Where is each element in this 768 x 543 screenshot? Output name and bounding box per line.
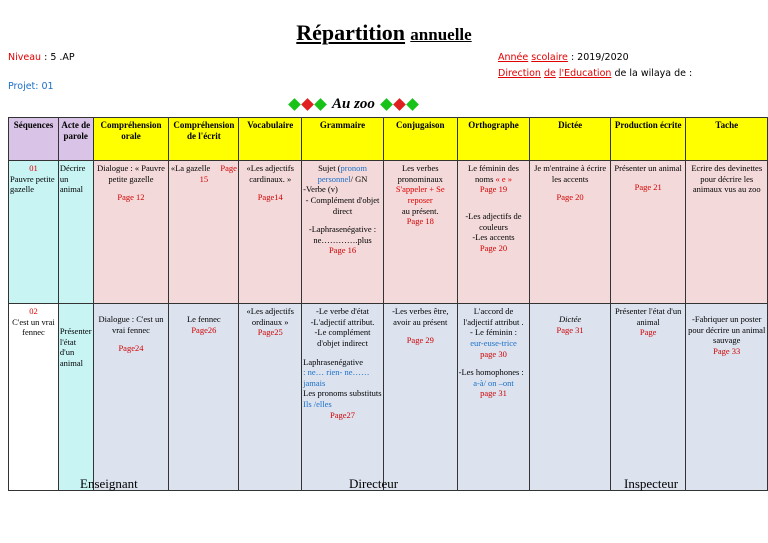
header-vocabulaire: Vocabulaire bbox=[239, 118, 302, 161]
gr-text: Laphrasenégative bbox=[303, 356, 364, 367]
production-cell bbox=[610, 304, 686, 491]
orth-cell bbox=[457, 161, 530, 304]
voc-cell bbox=[239, 304, 302, 491]
voc-text: «Les adjectifs cardinaux. » bbox=[246, 163, 294, 184]
diamond-icon bbox=[288, 98, 301, 111]
signature-inspecteur: Inspecteur bbox=[624, 476, 679, 491]
diamond-icon bbox=[380, 98, 393, 111]
annee-label: Année bbox=[498, 52, 529, 63]
tache-page: Page 33 bbox=[713, 345, 741, 356]
header-row bbox=[9, 118, 768, 161]
projet-label: Projet: 01 bbox=[8, 81, 54, 92]
co-page: Page24 bbox=[118, 343, 144, 354]
voc-cell bbox=[239, 161, 302, 304]
title-main: Répartition bbox=[296, 20, 406, 45]
gr-text: -Laphrasenégative : ne………….plus bbox=[308, 224, 377, 245]
header-conjugaison: Conjugaison bbox=[383, 118, 457, 161]
orth-text-red: « e » bbox=[495, 173, 513, 184]
gr-text: -L'adjectif attribut. bbox=[310, 316, 375, 327]
diamond-icon bbox=[301, 98, 314, 111]
voc-page: Page14 bbox=[257, 192, 283, 203]
conj-text: Les verbes pronominaux bbox=[397, 163, 443, 184]
tache-cell bbox=[686, 161, 768, 304]
production-page: Page bbox=[639, 327, 657, 338]
orth-cell bbox=[457, 304, 530, 491]
gr-text-blue: : ne… rien- ne…… jamais bbox=[303, 367, 370, 388]
co-text: Dialogue : C'est un vrai fennec bbox=[98, 314, 164, 335]
production-page: Page 21 bbox=[634, 181, 662, 192]
conj-text: -Les verbes être, avoir au présent bbox=[392, 306, 449, 327]
orth-text: -Les adjectifs de couleurs bbox=[465, 210, 522, 232]
gr-text: Sujet ( bbox=[318, 163, 341, 173]
gr-text: -Verbe (v) bbox=[303, 184, 338, 195]
orth-page: Page 20 bbox=[479, 242, 508, 253]
co-page: Page 12 bbox=[117, 192, 145, 203]
dictee-cell bbox=[530, 161, 610, 304]
diamond-icon bbox=[406, 98, 419, 111]
gr-text: / GN bbox=[350, 173, 368, 184]
header-comp-ecrit: Compréhension de l'écrit bbox=[169, 118, 239, 161]
sequence-title: C'est un vrai fennec bbox=[12, 316, 55, 338]
ce-page: Page 15 bbox=[199, 163, 237, 184]
niveau-line bbox=[8, 52, 75, 63]
gr-text: Les pronoms substituts bbox=[303, 388, 382, 399]
production-cell bbox=[610, 161, 686, 304]
dictee-page: Page 20 bbox=[556, 192, 584, 203]
orth-page: Page 19 bbox=[479, 184, 508, 195]
orth-text-blue: eur-euse-trice bbox=[470, 337, 517, 348]
voc-page: Page25 bbox=[257, 327, 283, 338]
production-text: Présenter un animal bbox=[614, 163, 682, 173]
header-comp-orale: Compréhension orale bbox=[93, 118, 169, 161]
banner-text: Au zoo bbox=[332, 95, 375, 112]
signature-enseignant: Enseignant bbox=[80, 476, 138, 491]
tache-cell bbox=[686, 304, 768, 491]
grammaire-cell bbox=[302, 161, 384, 304]
de-word: de bbox=[543, 68, 556, 79]
orth-text: - Le féminin : bbox=[470, 327, 517, 338]
ce-text: Le fennec bbox=[186, 314, 221, 324]
direction-line bbox=[498, 68, 692, 79]
orth-page: page 31 bbox=[480, 388, 507, 399]
dictee-page: Page 31 bbox=[556, 324, 584, 335]
header-acte: Acte de parole bbox=[58, 118, 93, 161]
sequence-title: Pauvre petite gazelle bbox=[10, 173, 55, 195]
co-cell bbox=[93, 161, 169, 304]
banner bbox=[288, 96, 419, 112]
tache-text: -Fabriquer un poster pour décrire un animal sauvage bbox=[688, 314, 766, 346]
ce-page: Page26 bbox=[191, 324, 217, 335]
direction-word: Direction bbox=[498, 68, 541, 79]
co-text: Dialogue : « Pauvre petite gazelle bbox=[97, 163, 165, 184]
document-title bbox=[0, 20, 768, 46]
conj-cell bbox=[383, 161, 457, 304]
annee-line bbox=[498, 52, 629, 63]
orth-text: -Les homophones : bbox=[458, 367, 524, 378]
niveau-value: : 5 .AP bbox=[44, 52, 75, 63]
sequence-cell bbox=[9, 161, 59, 304]
sequence-number: 01 bbox=[29, 163, 38, 173]
table-row bbox=[9, 161, 768, 304]
orth-text: Le féminin des noms bbox=[468, 163, 519, 184]
gr-text: - Complément d'objet direct bbox=[305, 194, 380, 216]
co-cell bbox=[93, 304, 169, 491]
niveau-label: Niveau bbox=[8, 52, 42, 63]
dictee-text: Dictée bbox=[559, 314, 582, 324]
header-grammaire: Grammaire bbox=[302, 118, 384, 161]
gr-text: -Le verbe d'état bbox=[316, 306, 370, 316]
orth-page: page 30 bbox=[480, 348, 507, 359]
dictee-text: Je m'entraine à écrire les accents bbox=[534, 163, 607, 184]
ce-cell bbox=[169, 161, 239, 304]
grammaire-cell bbox=[302, 304, 384, 491]
ce-cell bbox=[169, 304, 239, 491]
wilaya-text: de la wilaya de : bbox=[614, 68, 693, 79]
education-word: l'Education bbox=[558, 68, 612, 79]
scolaire-label: scolaire bbox=[531, 52, 568, 63]
header-dictee: Dictée bbox=[530, 118, 610, 161]
annee-value: : 2019/2020 bbox=[570, 52, 629, 63]
gr-text-blue: Ils /elles bbox=[303, 399, 332, 409]
conj-page: Page 29 bbox=[406, 335, 434, 346]
acte-cell: Présenter l'état d'un animal bbox=[58, 304, 93, 491]
sequence-cell bbox=[9, 304, 59, 491]
conj-cell bbox=[383, 304, 457, 491]
orth-text: -Les accents bbox=[472, 232, 515, 243]
diamond-icon bbox=[393, 98, 406, 111]
header-sequences: Séquences bbox=[9, 118, 59, 161]
title-sub: annuelle bbox=[410, 25, 472, 44]
gr-text-blue: pronom personnel bbox=[317, 163, 367, 184]
gr-page: Page27 bbox=[330, 409, 356, 420]
table-row bbox=[9, 304, 768, 491]
gr-text: -Le complément d'objet indirect bbox=[314, 327, 371, 348]
ce-text: «La gazelle bbox=[170, 163, 211, 173]
sequence-number: 02 bbox=[29, 306, 38, 316]
conj-page: Page 18 bbox=[406, 216, 434, 227]
voc-text: «Les adjectifs ordinaux » bbox=[246, 306, 294, 327]
production-text: Présenter l'état d'un animal bbox=[615, 306, 682, 327]
repartition-table bbox=[8, 117, 768, 491]
header-tache: Tache bbox=[686, 118, 768, 161]
diamond-icon bbox=[314, 98, 327, 111]
dictee-cell bbox=[530, 304, 610, 491]
header-production: Production écrite bbox=[610, 118, 686, 161]
header-orthographe: Orthographe bbox=[457, 118, 530, 161]
acte-cell: Décrire un animal bbox=[58, 161, 93, 304]
conj-text: au présent. bbox=[401, 205, 439, 216]
signature-directeur: Directeur bbox=[349, 476, 399, 491]
tache-text: Ecrire des devinettes pour décrire les animaux vus au zoo bbox=[691, 163, 763, 195]
orth-text-blue: a-à/ on –ont bbox=[473, 377, 514, 388]
orth-text: L'accord de l'adjectif attribut . bbox=[463, 306, 524, 327]
gr-page: Page 16 bbox=[328, 245, 357, 256]
conj-text-red: S'appeler + Se reposer bbox=[395, 184, 445, 205]
